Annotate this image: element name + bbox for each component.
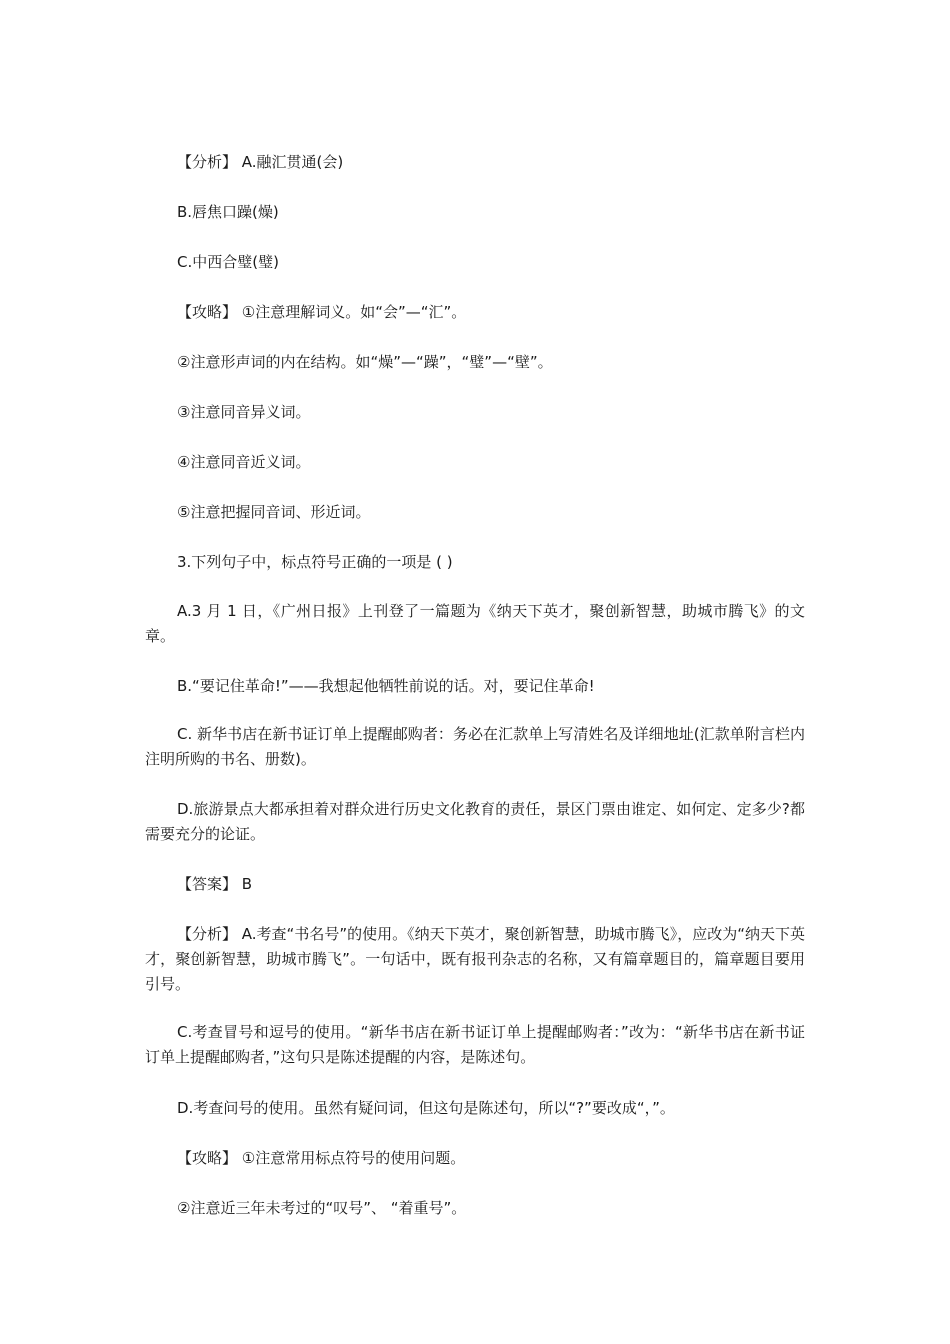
analysis-item-b: B.唇焦口躁(燥) <box>177 203 279 221</box>
option-c: C. 新华书店在新书证订单上提醒邮购者：务必在汇款单上写清姓名及详细地址(汇款单附言栏内注明所购的书名、册数)。 <box>145 725 805 768</box>
strategy-heading-2: 【攻略】 ①注意常用标点符号的使用问题。 <box>177 1149 466 1167</box>
option-d: D.旅游景点大都承担着对群众进行历史文化教育的责任，景区门票由谁定、如何定、定多少?都需要充分的论证。 <box>145 800 805 843</box>
answer: 【答案】 B <box>177 875 253 893</box>
strategy-item-2: ②注意形声词的内在结构。如“燥”—“躁”，“璧”—“壁”。 <box>177 353 553 371</box>
analysis-option-d: D.考查问号的使用。虽然有疑问词，但这句是陈述句，所以“?”要改成“，”。 <box>177 1099 675 1117</box>
analysis-heading-2: 【分析】 A.考查“书名号”的使用。《纳天下英才，聚创新智慧，助城市腾飞》，应改为“纳天下英才，聚创新智慧，助城市腾飞”。一句话中，既有报刊杂志的名称，又有篇章题目的，篇章题目要用引号。 <box>145 925 805 993</box>
analysis-item-c: C.中西合璧(璧) <box>177 253 279 271</box>
strategy-item-3: ③注意同音异义词。 <box>177 403 311 421</box>
strategy-item-2b: ②注意近三年未考过的“叹号”、 “着重号”。 <box>177 1199 467 1217</box>
strategy-item-5: ⑤注意把握同音词、形近词。 <box>177 503 371 521</box>
question-3: 3.下列句子中，标点符号正确的一项是 ( ) <box>177 553 453 571</box>
analysis-option-c: C.考查冒号和逗号的使用。“新华书店在新书证订单上提醒邮购者：”改为：“新华书店在新书证订单上提醒邮购者，”这句只是陈述提醒的内容，是陈述句。 <box>145 1023 805 1066</box>
option-a: A.3 月 1 日，《广州日报》上刊登了一篇题为《纳天下英才，聚创新智慧，助城市腾飞》的文章。 <box>145 602 805 645</box>
option-b: B.“要记住革命!”——我想起他牺牲前说的话。对，要记住革命! <box>177 677 595 695</box>
analysis-heading-1: 【分析】 A.融汇贯通(会) <box>177 153 344 171</box>
strategy-heading-1: 【攻略】 ①注意理解词义。如“会”—“汇”。 <box>177 303 467 321</box>
strategy-item-4: ④注意同音近义词。 <box>177 453 311 471</box>
